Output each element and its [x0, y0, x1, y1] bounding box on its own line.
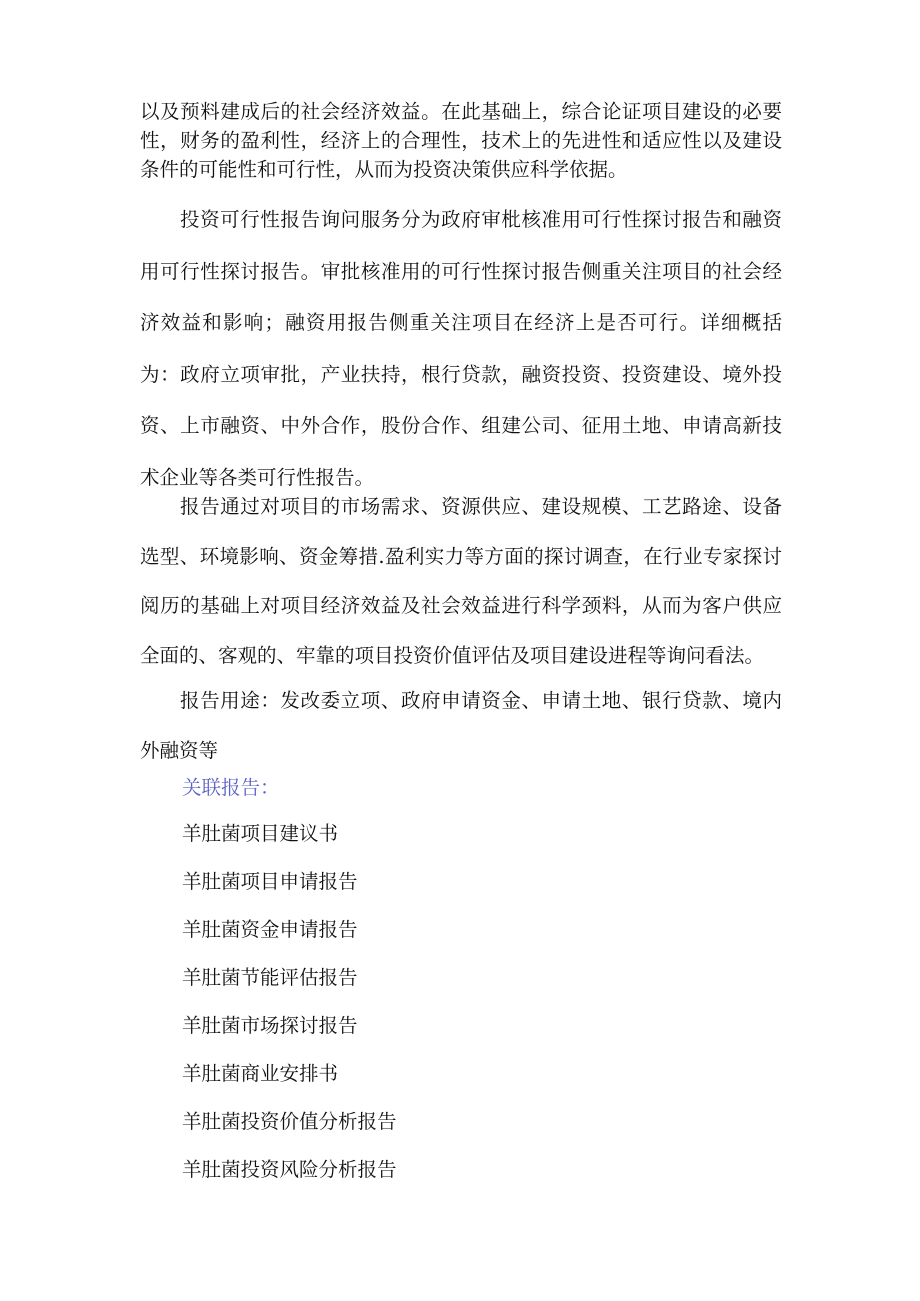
related-report-item[interactable]: 羊肚菌商业安排书: [182, 1062, 339, 1085]
related-report-item[interactable]: 羊肚菌资金申请报告: [182, 918, 358, 941]
related-report-item[interactable]: 羊肚菌项目建议书: [182, 822, 339, 845]
paragraph-report-uses: 报告用途：发改委立项、政府申请资金、申请土地、银行贷款、境内外融资等: [140, 689, 782, 762]
related-report-item[interactable]: 羊肚菌投资风险分析报告: [182, 1158, 397, 1181]
related-reports-heading: 关联报告：: [182, 776, 280, 799]
paragraph-service-types: 投资可行性报告询问服务分为政府审枇核准用可行性探讨报告和融资用可行性探讨报告。审批核准用的可行性探讨报告侧重关注项目的社会经济效益和影响；融资用报告侧重关注项目在经济上是否可行。详细概括为：政府立项审批，产业扶持，根行贷款，融资投资、投资建设、境外投资、上市融资、中外合作，股份合作、组建公司、征用土地、申请高新技术企业等各类可行性报告。: [140, 208, 782, 489]
related-reports-list: [182, 819, 397, 1203]
paragraph-report-method: 报告通过对项目的市场需求、资源供应、建设规模、工艺路途、设备选型、环境影响、资金筹措.盈利实力等方面的探讨调查，在行业专家探讨阅历的基础上对项目经济效益及社会效益进行科学颈料，从而为客户供应全面的、客观的、牢靠的项目投资价值评估及项目建设进程等询问看法。: [140, 495, 782, 667]
related-report-item[interactable]: 羊肚菌投资价值分析报告: [182, 1110, 397, 1133]
related-report-item[interactable]: 羊肚菌项目申请报告: [182, 870, 358, 893]
related-report-item[interactable]: 羊肚菌市场探讨报告: [182, 1014, 358, 1037]
paragraph-intro-continuation: 以及预料建成后的社会经济效益。在此基础上，综合论证项目建设的必要性，财务的盈利性，经济上的合理性，技术上的先进性和适应性以及建设条件的可能性和可行性，从而为投资决策供应科学依据。: [140, 100, 782, 181]
related-report-item[interactable]: 羊肚菌节能评估报告: [182, 966, 358, 989]
